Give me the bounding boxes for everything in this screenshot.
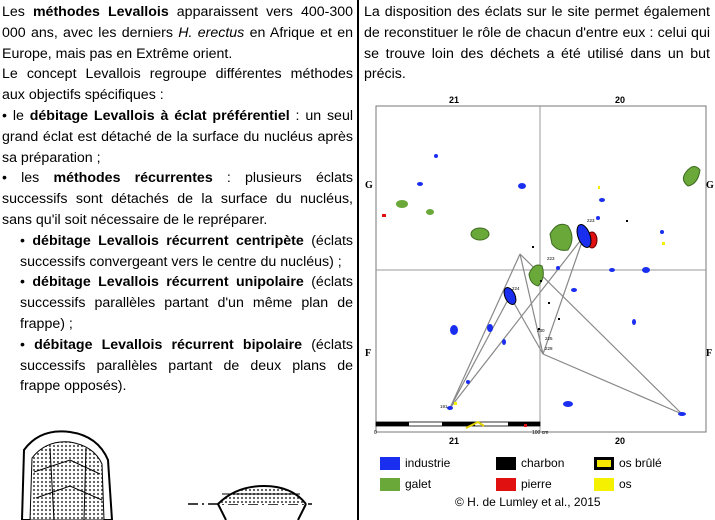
nucleus-illustrations bbox=[0, 420, 355, 520]
galet-swatch bbox=[380, 478, 400, 491]
bullet: • bbox=[20, 232, 33, 249]
bipolaire-item bbox=[2, 335, 353, 397]
legend-label: industrie bbox=[405, 456, 451, 470]
legend-os bbox=[594, 477, 632, 491]
nucleus-drawings bbox=[0, 420, 355, 520]
legend-label: os bbox=[619, 477, 632, 491]
bullet: • le bbox=[2, 107, 30, 124]
intro-tail: en Afrique et en Europe, mais pas en Extrême orient. bbox=[2, 24, 353, 62]
unipolaire-term: débitage Levallois récurrent unipolaire bbox=[32, 274, 304, 291]
piece-label: 225 bbox=[545, 336, 553, 341]
preferential-item bbox=[2, 106, 353, 168]
intro-paragraph bbox=[2, 2, 353, 64]
bipolaire-text: (éclats successifs parallèles partant de deux plans de frappe opposés). bbox=[20, 336, 353, 395]
industrie-swatch bbox=[380, 457, 400, 470]
piece-label: 230 bbox=[537, 328, 545, 333]
nucleus-side-view bbox=[188, 486, 312, 520]
scale-zero: 0 bbox=[374, 430, 377, 436]
centripete-item bbox=[2, 231, 353, 273]
legend-label: pierre bbox=[521, 477, 552, 491]
preferential-text: : un seul grand éclat est détaché de la surface du nucléus après sa préparation ; bbox=[2, 107, 353, 166]
recurrent-term: méthodes récurrentes bbox=[53, 170, 213, 187]
piece-label: 223 bbox=[547, 256, 555, 261]
piece-label: 224 bbox=[512, 286, 520, 291]
legend-label: charbon bbox=[521, 456, 565, 470]
legend-pierre bbox=[496, 477, 552, 491]
row-label-g-left: G bbox=[365, 180, 373, 191]
unipolaire-item bbox=[2, 272, 353, 334]
bullet: • bbox=[20, 336, 35, 353]
col-label-20-bottom: 20 bbox=[614, 436, 626, 446]
col-label-20-top: 20 bbox=[614, 95, 626, 105]
levallois-term: méthodes Levallois bbox=[32, 4, 169, 20]
row-label-f-right: F bbox=[706, 348, 713, 359]
unipolaire-text: (éclats successifs parallèles partant d'un même plan de frappe) ; bbox=[20, 274, 353, 332]
piece-label: 223 bbox=[587, 218, 595, 223]
preferential-term: débitage Levallois à éclat préférentiel bbox=[29, 107, 290, 124]
pierre-swatch bbox=[496, 478, 516, 491]
bullet: • les bbox=[2, 170, 54, 187]
species-name: H. erectus bbox=[178, 24, 245, 41]
legend-label: os brûlé bbox=[619, 456, 662, 470]
centripete-term: débitage Levallois récurrent centripète bbox=[32, 232, 304, 249]
legend-charbon bbox=[496, 456, 564, 470]
legend-galet bbox=[380, 477, 431, 491]
intro-lead: Les bbox=[2, 4, 33, 20]
recurrent-item bbox=[2, 168, 353, 230]
site-map-plot bbox=[362, 92, 714, 447]
os-swatch bbox=[594, 478, 614, 491]
site-description: La disposition des éclats sur le site permet également de reconstituer le rôle de chacun d'entre eux : celui qui se trouve loin des déchets a été utilisé dans un but précis. bbox=[364, 4, 710, 83]
nucleus-top-view bbox=[22, 431, 112, 520]
intro-mid: apparaissent vers 400-300 000 ans, avec les derniers bbox=[2, 4, 354, 41]
bipolaire-term: débitage Levallois récurrent bipolaire bbox=[34, 336, 303, 353]
piece-label: 228 bbox=[545, 346, 553, 351]
recurrent-text: : plusieurs éclats successifs sont détachés de la surface du nucléus, sans qu'il soit nécessaire de le repréparer. bbox=[2, 170, 354, 228]
legend-label: galet bbox=[405, 477, 432, 491]
col-label-21-bottom: 21 bbox=[448, 436, 460, 446]
map-legend bbox=[380, 456, 700, 496]
left-column bbox=[2, 2, 353, 397]
centripete-text: (éclats successifs convergeant vers le centre du nucléus) ; bbox=[20, 232, 353, 270]
col-label-21-top: 21 bbox=[448, 95, 460, 105]
credit-line: © H. de Lumley et al., 2015 bbox=[455, 495, 601, 509]
concept-paragraph: Le concept Levallois regroupe différentes méthodes aux objectifs spécifiques : bbox=[2, 66, 353, 104]
legend-os-brule bbox=[594, 456, 662, 470]
charbon-swatch bbox=[496, 457, 516, 470]
scale-100cm: 100 cm bbox=[532, 430, 549, 436]
bullet: • bbox=[20, 274, 33, 291]
site-map bbox=[362, 92, 714, 447]
os-brule-swatch bbox=[594, 457, 614, 470]
right-column bbox=[364, 2, 710, 85]
piece-label: 191 bbox=[440, 404, 448, 409]
legend-industrie bbox=[380, 456, 450, 470]
row-label-g-right: G bbox=[706, 180, 714, 191]
row-label-f-left: F bbox=[365, 348, 372, 359]
column-divider bbox=[357, 0, 359, 520]
